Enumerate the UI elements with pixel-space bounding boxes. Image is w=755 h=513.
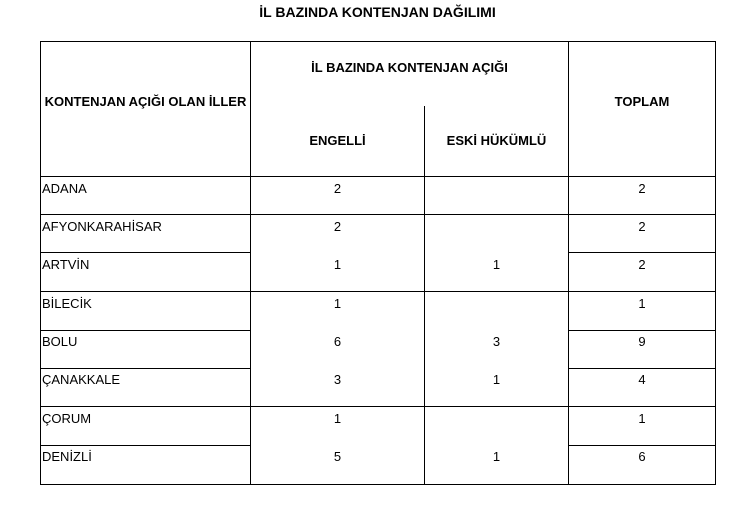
province-name: BOLU [42,334,78,349]
row-divider [569,330,716,331]
page-title: İL BAZINDA KONTENJAN DAĞILIMI [259,4,496,20]
row-divider [40,368,251,369]
disabled-count: 2 [333,219,342,234]
row-divider [40,252,251,253]
disabled-count: 6 [333,334,342,349]
total-count: 2 [638,181,646,196]
province-name: ÇANAKKALE [42,372,121,387]
col-divider [424,106,425,485]
header-quota-gap: İL BAZINDA KONTENJAN AÇIĞI [311,60,508,75]
province-name: DENİZLİ [42,449,92,464]
row-divider [40,330,251,331]
disabled-count: 1 [333,257,342,272]
province-name: AFYONKARAHİSAR [42,219,162,234]
header-total: TOPLAM [614,94,670,109]
header-provinces: KONTENJAN AÇIĞI OLAN İLLER [44,94,247,109]
ex-convict-count: 1 [492,372,501,387]
row-divider [569,368,716,369]
total-count: 2 [638,257,646,272]
row-divider [40,176,716,177]
total-count: 6 [638,449,646,464]
row-divider [40,445,251,446]
province-name: BİLECİK [42,296,92,311]
ex-convict-count: 1 [492,257,501,272]
total-count: 1 [638,411,646,426]
row-divider [569,252,716,253]
province-name: ADANA [42,181,87,196]
disabled-count: 2 [333,181,342,196]
total-count: 9 [638,334,646,349]
province-name: ARTVİN [42,257,90,272]
province-name: ÇORUM [42,411,92,426]
row-divider [569,445,716,446]
ex-convict-count: 3 [492,334,501,349]
header-disabled: ENGELLİ [309,133,366,148]
row-divider [40,214,716,215]
disabled-count: 5 [333,449,342,464]
total-count: 2 [638,219,646,234]
disabled-count: 1 [333,411,342,426]
row-divider [40,291,716,292]
disabled-count: 1 [333,296,342,311]
disabled-count: 3 [333,372,342,387]
header-ex-convict: ESKİ HÜKÜMLÜ [446,133,547,148]
total-count: 1 [638,296,646,311]
row-divider [40,406,716,407]
ex-convict-count: 1 [492,449,501,464]
total-count: 4 [638,372,646,387]
